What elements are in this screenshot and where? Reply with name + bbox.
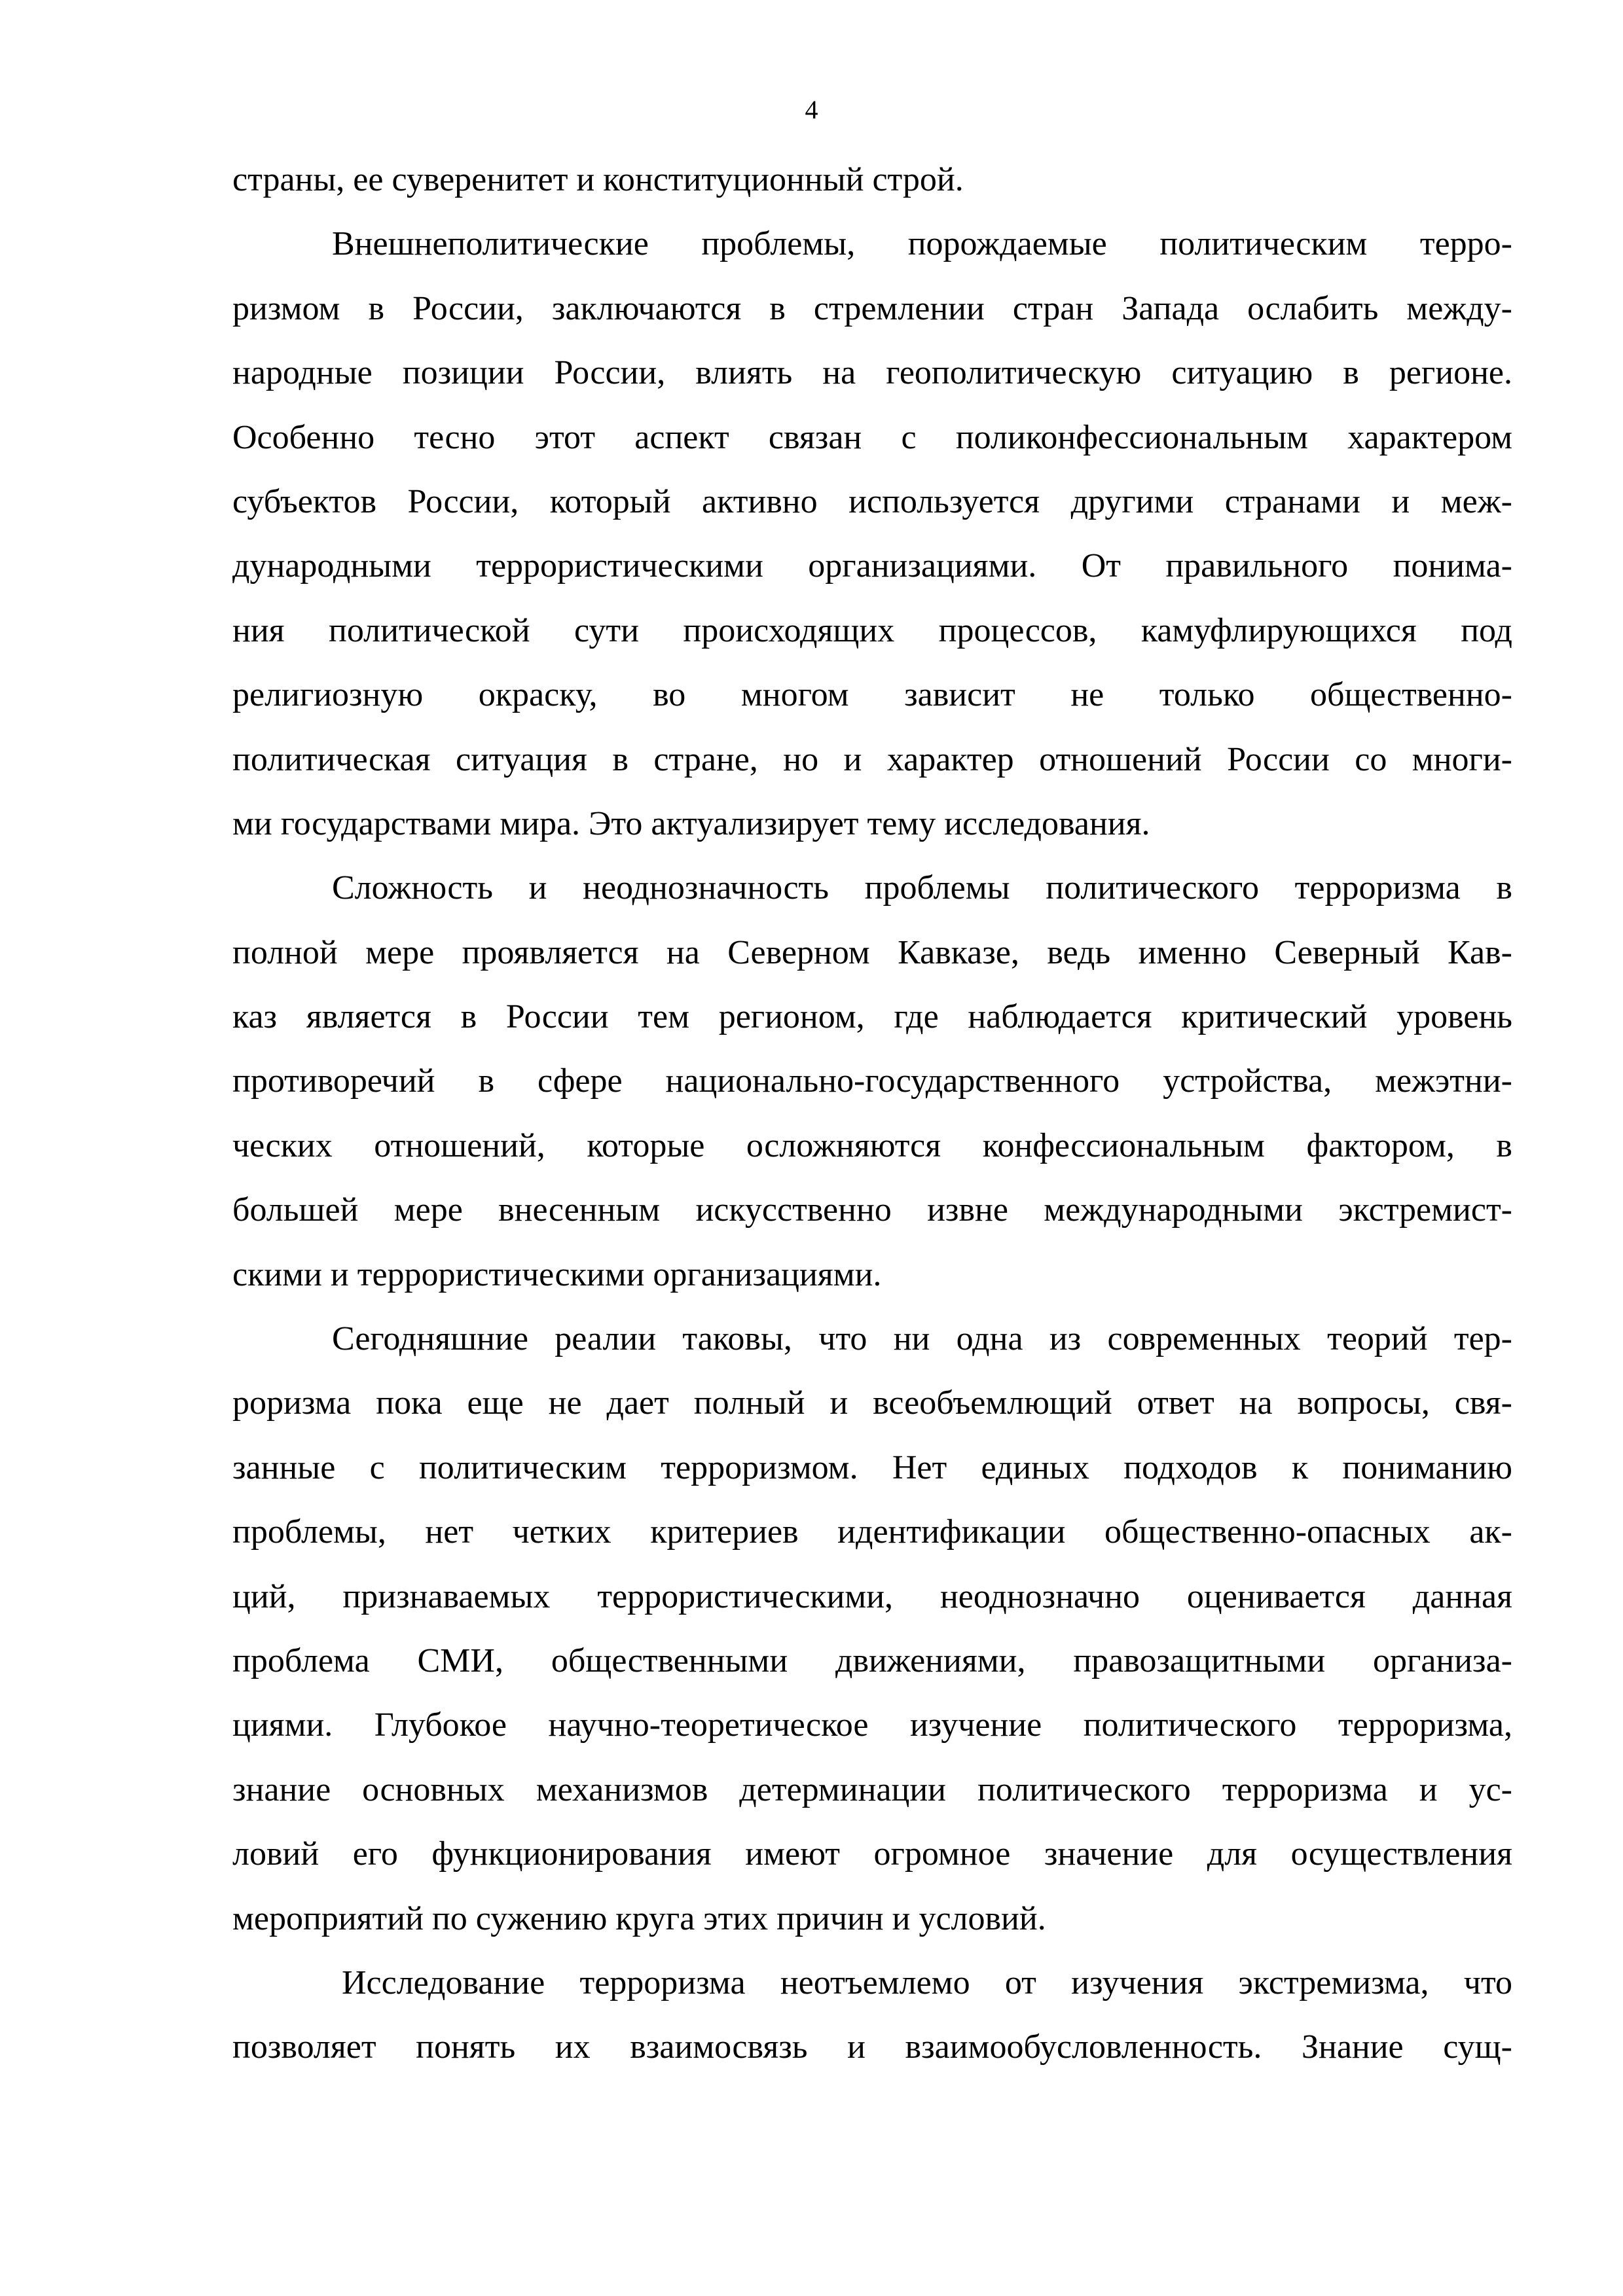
text-line: дународными террористическими организациями. От правильного понима- [232,547,1512,585]
paragraph [232,148,1512,212]
text-line: противоречий в сфере национально-государственного устройства, межэтни- [232,1062,1512,1100]
text-line: циями. Глубокое научно-теоретическое изучение политического терроризма, [232,1706,1512,1744]
text-line: ческих отношений, которые осложняются конфессиональным фактором, в [232,1126,1512,1164]
text-line: Исследование терроризма неотъемлемо от изучения экстремизма, что [342,1964,1512,2001]
text-line: субъектов России, который активно используется другими странами и меж- [232,482,1512,520]
text-line: занные с политическим терроризмом. Нет единых подходов к пониманию [232,1448,1512,1486]
text-line: ми государствами мира. Это актуализирует тему исследования. [232,804,1150,842]
text-line: Особенно тесно этот аспект связан с поликонфессиональным характером [232,418,1512,456]
text-line: религиозную окраску, во многом зависит не только общественно- [232,676,1512,714]
text-line: знание основных механизмов детерминации политического терроризма и ус- [232,1770,1512,1808]
text-line: каз является в России тем регионом, где наблюдается критический уровень [232,998,1512,1036]
text-line: ловий его функционирования имеют огромное значение для осуществления [232,1835,1512,1873]
text-line: роризма пока еще не дает полный и всеобъемлющий ответ на вопросы, свя- [232,1384,1512,1422]
paragraph [232,1951,1512,2080]
text-line: ния политической сути происходящих процессов, камуфлирующихся под [232,611,1512,649]
text-line: позволяет понять их взаимосвязь и взаимообусловленность. Знание сущ- [232,2028,1512,2066]
text-line: проблемы, нет четких критериев идентификации общественно-опасных ак- [232,1513,1512,1551]
text-line: народные позиции России, влиять на геополитическую ситуацию в регионе. [232,354,1512,392]
text-line: мероприятий по сужению круга этих причин и условий. [232,1899,1046,1937]
page-number: 4 [805,95,818,124]
paragraph [232,212,1512,856]
text-line: страны, ее суверенитет и конституционный строй. [232,161,964,198]
text-line: Внешнеполитические проблемы, порождаемые политическим терро- [332,225,1512,263]
text-line: ризмом в России, заключаются в стремлении стран Запада ослабить между- [232,289,1512,327]
text-line: полной мере проявляется на Северном Кавказе, ведь именно Северный Кав- [232,933,1512,971]
text-line: проблема СМИ, общественными движениями, правозащитными организа- [232,1641,1512,1679]
text-line: ций, признаваемых террористическими, неоднозначно оценивается данная [232,1577,1512,1615]
paragraph [232,1307,1512,1951]
text-line: Сложность и неоднозначность проблемы политического терроризма в [332,869,1512,907]
text-line: политическая ситуация в стране, но и характер отношений России со многи- [232,740,1512,778]
text-line: большей мере внесенным искусственно извне международными экстремист- [232,1191,1512,1229]
text-line: Сегодняшние реалии таковы, что ни одна из современных теорий тер- [332,1320,1512,1358]
document-body [232,148,1512,2080]
paragraph [232,856,1512,1307]
text-line: скими и террористическими организациями. [232,1255,882,1293]
